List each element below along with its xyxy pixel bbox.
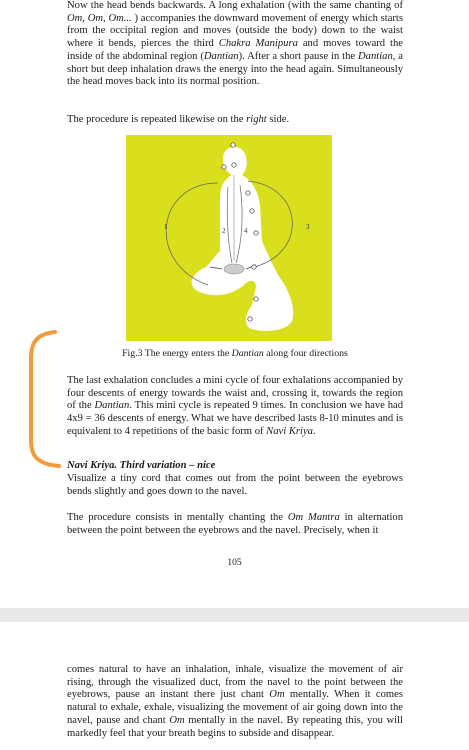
seated-figure-silhouette xyxy=(192,147,294,331)
paragraph-last-exhalation: The last exhalation concludes a mini cycle of four exhalations accompanied by four descents of energy towards the waist and, crossing it, towards the region of the Dantian. This mini cycle is repeated 9 times. In conclusion we have had 4x9 = 36 descents of energy. What we have described lasts 8-10 minutes and is equivalent to 4 repetitions of the basic form of Navi Kriya. xyxy=(67,375,403,437)
paragraph-continued: comes natural to have an inhalation, inhale, visualize the movement of air rising, through the visualized duct, from the navel to the point between the eyebrows, pause an instant there just chant Om mentally. When it comes natural to exhale, exhale, visualizing the movement of air going down into the navel, pause and chant Om mentally in the navel. By repeating this, you will markedly feel that your breath begins to subside and disappear. xyxy=(67,664,403,739)
section-heading: Navi Kriya. Third variation – nice xyxy=(67,460,216,471)
direction-label-3: 3 xyxy=(306,223,310,231)
figure-caption: Fig.3 The energy enters the Dantian along four directions xyxy=(122,348,348,359)
meditation-figure-illustration xyxy=(126,135,332,341)
chakra-dot xyxy=(254,231,258,235)
chakra-dot xyxy=(231,143,235,147)
chakra-dot xyxy=(232,163,236,167)
chakra-dot xyxy=(254,297,258,301)
orange-bracket-annotation xyxy=(19,328,61,470)
book-page-106 xyxy=(0,622,469,750)
direction-label-4: 4 xyxy=(244,227,248,235)
chakra-dot xyxy=(246,191,250,195)
paragraph-procedure: The procedure consists in mentally chanting the Om Mantra in alternation between the point between the eyebrows and the navel. Precisely, when it xyxy=(67,512,404,536)
chakra-dot xyxy=(250,209,254,213)
dantian-region xyxy=(224,264,244,274)
figure-meditation-diagram xyxy=(126,135,332,341)
chakra-dot xyxy=(222,165,226,169)
direction-label-1: 1 xyxy=(164,223,168,231)
direction-label-2: 2 xyxy=(222,227,226,235)
paragraph-right-side: The procedure is repeated likewise on the right side. xyxy=(67,114,290,125)
page-number: 105 xyxy=(227,558,242,568)
chakra-dot xyxy=(248,317,252,321)
paragraph-head-bends: Now the head bends backwards. A long exhalation (with the same chanting of Om, Om, Om... ) accompanies the downward movement of energy which starts from the occipital region and moves (outside the body) down to the waist where it bends, pierces the third Chakra Manipura and moves toward the inside of the abdominal region (Dantian). After a short pause in the Dantian, a short but deep inhalation draws the energy into the head again. Simultaneously the head moves back into its normal position. xyxy=(67,0,404,88)
chakra-dot xyxy=(252,265,256,269)
paragraph-visualize-cord: Visualize a tiny cord that comes out from the point between the eyebrows bends slightly and goes down to the navel. xyxy=(67,473,403,497)
